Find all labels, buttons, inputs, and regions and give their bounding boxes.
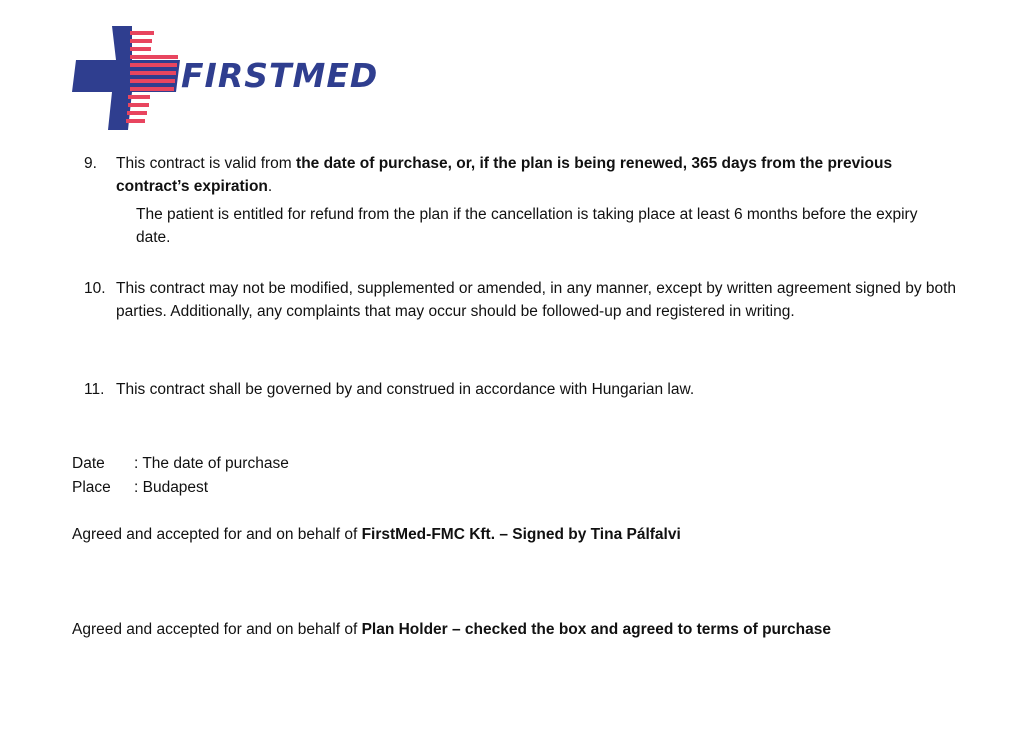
- medical-cross-icon: [72, 26, 182, 130]
- agreement-prefix: Agreed and accepted for and on behalf of: [72, 526, 362, 543]
- clause-text: This contract may not be modified, supplemented or amended, in any manner, except by written agreement signed by both parties. Additionally, any complaints that may occur should be followed-up and registered in writing.: [116, 280, 957, 320]
- firstmed-logo: [72, 26, 402, 130]
- clause-9-subtext: The patient is entitled for refund from the plan if the cancellation is taking place at least 6 months before the expiry date.: [136, 206, 918, 246]
- place-row: [72, 476, 208, 499]
- date-label: Date: [72, 455, 105, 472]
- agreement-plan-holder: [72, 618, 831, 641]
- clause-text: [116, 152, 964, 198]
- agreement-signer: FirstMed-FMC Kft. – Signed by Tina Pálfalvi: [361, 526, 681, 543]
- clause-number: 11.: [84, 381, 105, 398]
- place-value: : Budapest: [134, 479, 209, 496]
- agreement-firstmed: [72, 523, 681, 546]
- clause-number: 9.: [84, 155, 97, 172]
- clause-9: [84, 152, 964, 198]
- agreement-prefix: Agreed and accepted for and on behalf of: [72, 621, 362, 638]
- date-value: : The date of purchase: [134, 455, 289, 472]
- agreement-signer: Plan Holder – checked the box and agreed to terms of purchase: [361, 621, 831, 638]
- clause-text: This contract shall be governed by and construed in accordance with Hungarian law.: [116, 381, 695, 398]
- clause-text-part: .: [267, 178, 273, 195]
- clause-11: [84, 378, 964, 401]
- date-row: [72, 452, 289, 475]
- clause-text-bold: the date of purchase, or, if the plan is being renewed, 365 days from the previous contract’s expiration: [116, 155, 893, 195]
- place-label: Place: [72, 479, 111, 496]
- clause-10: [84, 277, 964, 323]
- clause-text-part: This contract is valid from: [116, 155, 297, 172]
- logo-wordmark: FIRSTMED: [181, 56, 379, 95]
- clause-number: 10.: [84, 280, 106, 297]
